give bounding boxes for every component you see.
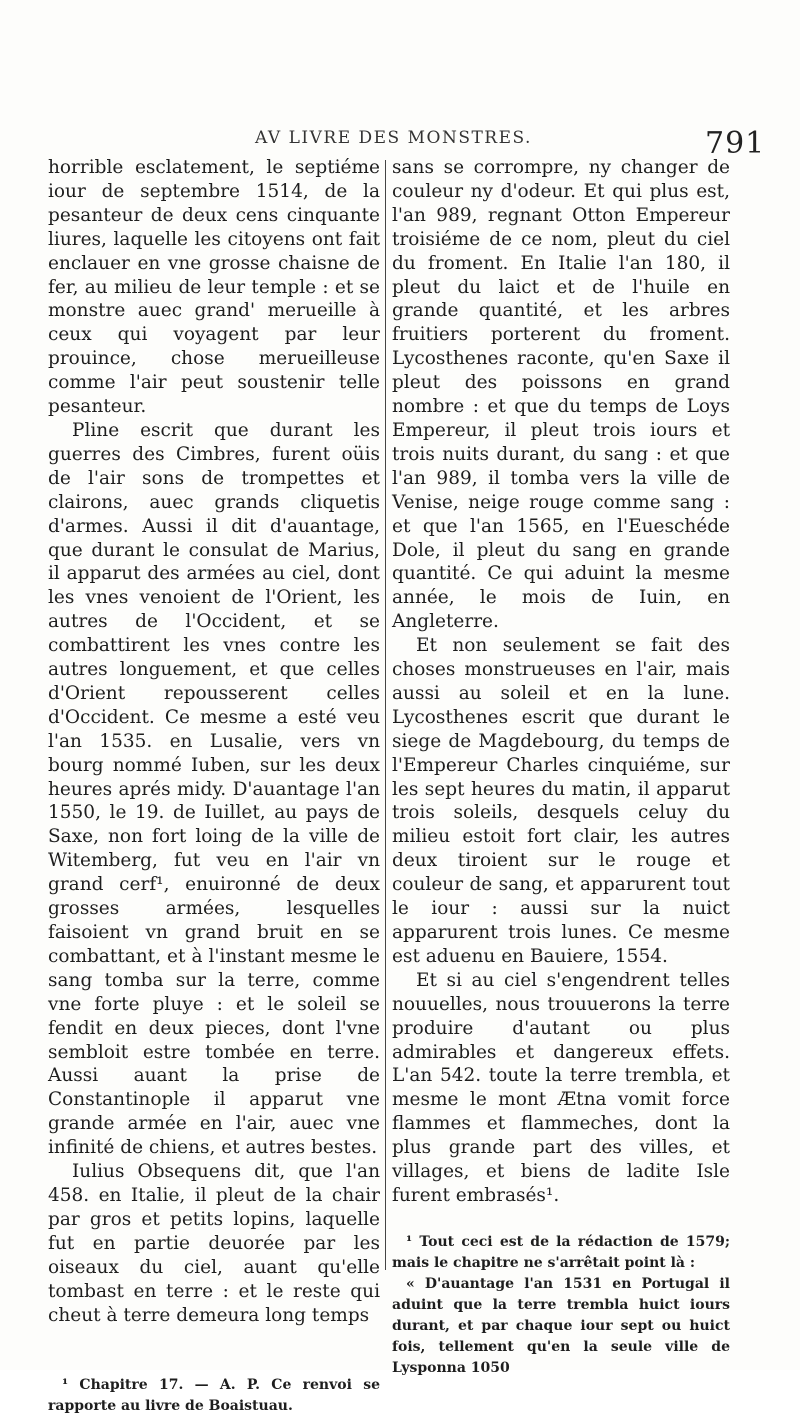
left-paragraph-1: horrible esclatement, le septiéme iour de septembre 1514, de la pesanteur de deux cens cinquante liures, laquelle les citoyens ont fait enclauer en vne grosse chaisne de fer, au milieu de leur temple : et se monstre auec grand' merueille à ceux qui voyagent par leur prouince, chose merueilleuse comme l'air peut soustenir telle pesanteur.: [48, 157, 380, 418]
right-column: [392, 156, 730, 1379]
left-column: [48, 156, 380, 1417]
right-paragraph-2: Et non seulement se fait des choses monstrueuses en l'air, mais aussi au soleil et en la lune. Lycosthenes escrit que durant le siege de Magdebourg, du temps de l'Empereur Charles cinquiéme, sur les sept heures du matin, il apparut trois soleils, desquels celuy du milieu estoit fort clair, les autres deux tiroient sur le rouge et couleur de sang, et apparurent tout le iour : aussi sur la nuict apparurent trois lunes. Ce mesme est aduenu en Bauiere, 1554.: [392, 635, 730, 967]
left-paragraph-3: Iulius Obsequens dit, que l'an 458. en Italie, il pleut de la chair par gros et petits lopins, laquelle fut en partie deuorée par les oiseaux du ciel, auant qu'elle tombast en terre : et le reste qui cheut à terre demeura long temps: [48, 1161, 380, 1326]
page-number: 791: [705, 126, 766, 161]
right-footnote-1: ¹ Tout ceci est de la rédaction de 1579; mais le chapitre ne s'arrêtait point là :: [392, 1233, 730, 1271]
running-head: AV LIVRE DES MONSTRES.: [255, 128, 532, 148]
left-footnote-1: ¹ Chapitre 17. — A. P. Ce renvoi se rapporte au livre de Boaistuau.: [48, 1377, 380, 1415]
right-paragraph-1: sans se corrompre, ny changer de couleur ny d'odeur. Et qui plus est, l'an 989, regnant Otton Empereur troisiéme de ce nom, pleut du ciel du froment. En Italie l'an 180, il pleut du laict et de l'huile en grande quantité, et les arbres fruitiers porterent du froment. Lycosthenes raconte, qu'en Saxe il pleut des poissons en grand nombre : et que du temps de Loys Empereur, il pleut trois iours et trois nuits durant, du sang : et que l'an 989, il tomba vers la ville de Venise, neige rouge comme sang : et que l'an 1565, en l'Eueschéde Dole, il pleut du sang en grande quantité. Ce qui aduint la mesme année, le mois de Iuin, en Angleterre.: [392, 157, 730, 633]
right-paragraph-3: Et si au ciel s'engendrent telles nouuelles, nous trouuerons la terre produire d'autant ou plus admirables et dangereux effets. L'an 542. toute la terre trembla, et mesme le mont Ætna vomit force flammes et flammeches, dont la plus grande part des villes, et villages, et biens de ladite Isle furent embrasés¹.: [392, 969, 730, 1206]
left-footnotes: [48, 1375, 380, 1417]
column-divider: [385, 160, 386, 1270]
left-paragraph-2: Pline escrit que durant les guerres des Cimbres, furent oüis de l'air sons de trompettes et clairons, auec grands cliquetis d'armes. Aussi il dit d'auantage, que durant le consulat de Marius, il apparut des armées au ciel, dont les vnes venoient de l'Orient, les autres de l'Occident, et se combattirent les vnes contre les autres longuement, et que celles d'Orient repousserent celles d'Occident. Ce mesme a esté veu l'an 1535. en Lusalie, vers vn bourg nommé Iuben, sur les deux heures aprés midy. D'auantage l'an 1550, le 19. de Iuillet, au pays de Saxe, non fort loing de la ville de Witemberg, fut veu en l'air vn grand cerf¹, enuironné de deux grosses armées, lesquelles faisoient vn grand bruit en se combattant, et à l'instant mesme le sang tomba sur la terre, comme vne forte pluye : et le soleil se fendit en deux pieces, dont l'vne sembloit estre tombée en terre. Aussi auant la prise de Constantinople il apparut vne grande armée en l'air, auec vne infinité de chiens, et autres bestes.: [48, 419, 380, 1159]
right-footnotes: [392, 1232, 730, 1379]
right-footnote-2: « D'auantage l'an 1531 en Portugal il aduint que la terre trembla huict iours durant, et par chaque iour sept ou huict fois, tellement qu'en la seule ville de Lysponna 1050: [392, 1275, 730, 1376]
